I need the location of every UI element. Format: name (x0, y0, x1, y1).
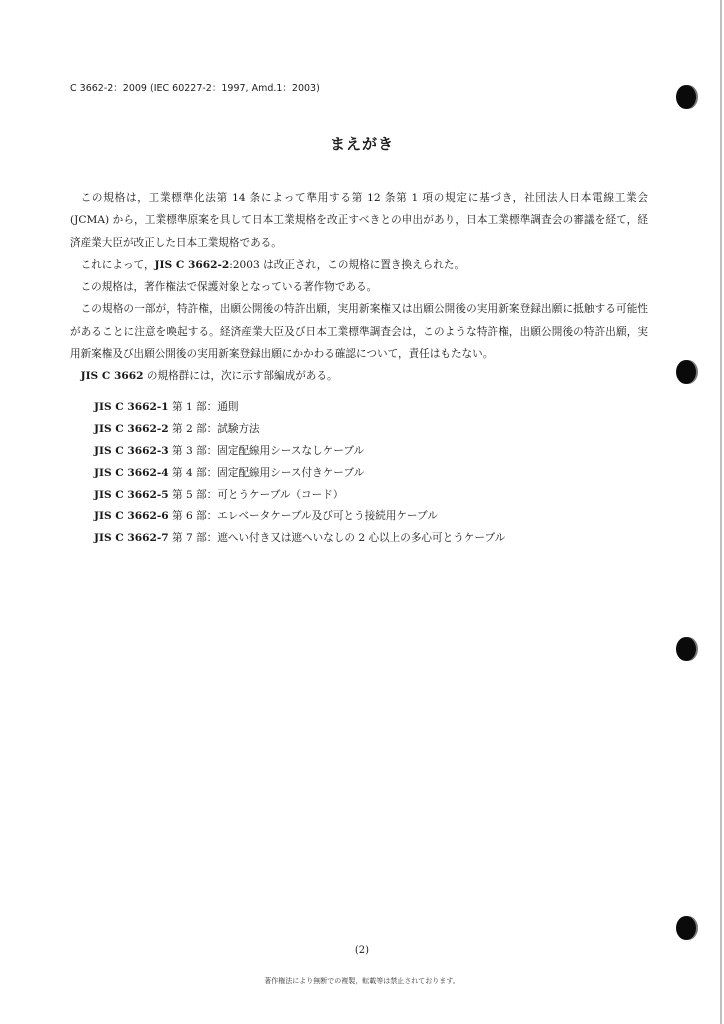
list-item (94, 506, 505, 528)
punch-hole-icon (676, 637, 696, 661)
part-code: JIS C 3662-2 (94, 422, 169, 435)
standard-code: JIS C 3662-2 (154, 258, 230, 271)
part-title: 第 5 部：可とうケーブル（コード） (172, 488, 344, 501)
part-title: 第 1 部：通則 (172, 401, 239, 413)
parts-list (94, 397, 505, 550)
document-header: C 3662-2：2009 (IEC 60227-2：1997, Amd.1：2003) (70, 83, 320, 94)
paragraph-2-text: これによって， (80, 258, 155, 271)
standard-code: JIS C 3662 (80, 370, 144, 383)
paragraph-2 (70, 254, 648, 276)
list-item (94, 528, 505, 550)
list-item (94, 485, 505, 507)
part-code: JIS C 3662-1 (94, 401, 169, 413)
part-code: JIS C 3662-4 (94, 466, 169, 479)
part-title: 第 4 部：固定配線用シース付きケーブル (172, 466, 365, 479)
scan-edge-line (720, 0, 722, 1024)
part-code: JIS C 3662-7 (94, 532, 169, 545)
copyright-notice: 著作権法により無断での複製，転載等は禁止されております。 (264, 977, 460, 985)
page-title: まえがき (329, 135, 394, 153)
foreword-body (70, 187, 648, 388)
list-item (94, 397, 505, 419)
page-number: (2) (354, 945, 370, 956)
paragraph-2-text-end: :2003 は改正され，この規格に置き換えられた。 (229, 258, 466, 271)
paragraph-3: この規格は，著作権法で保護対象となっている著作物である。 (80, 281, 378, 294)
paragraph-5 (70, 365, 648, 387)
part-code: JIS C 3662-6 (94, 510, 169, 523)
list-item (94, 441, 505, 463)
part-title: 第 2 部：試験方法 (172, 422, 260, 435)
punch-hole-icon (676, 916, 696, 940)
list-item (94, 463, 505, 485)
paragraph-4: この規格の一部が，特許権，出願公開後の特許出願，実用新案権又は出願公開後の実用新案登録出願に抵触する可能性があることに注意を喚起する。経済産業大臣及び日本工業標準調査会は，このような特許権，出願公開後の特許出願，実用新案権及び出願公開後の実用新案登録出願にかかわる確認について，責任はもたない。 (70, 303, 648, 361)
punch-hole-icon (676, 85, 696, 109)
part-title: 第 7 部：遮へい付き又は遮へいなしの 2 心以上の多心可とうケーブル (172, 532, 506, 545)
part-code: JIS C 3662-5 (94, 488, 169, 501)
paragraph-5-text: の規格群には，次に示す部編成がある。 (143, 370, 338, 383)
punch-hole-icon (676, 360, 696, 384)
list-item (94, 419, 505, 441)
part-title: 第 3 部：固定配線用シースなしケーブル (172, 444, 365, 457)
part-code: JIS C 3662-3 (94, 444, 169, 457)
part-title: 第 6 部：エレベータケーブル及び可とう接続用ケーブル (172, 510, 438, 523)
paragraph-1: この規格は，工業標準化法第 14 条によって準用する第 12 条第 1 項の規定に基づき，社団法人日本電線工業会 (JCMA) から，工業標準原案を具して日本工業規格を改正すべきとの申出があり，日本工業標準調査会の審議を経て，経済産業大臣が改正した日本工業規格である。 (70, 192, 648, 249)
